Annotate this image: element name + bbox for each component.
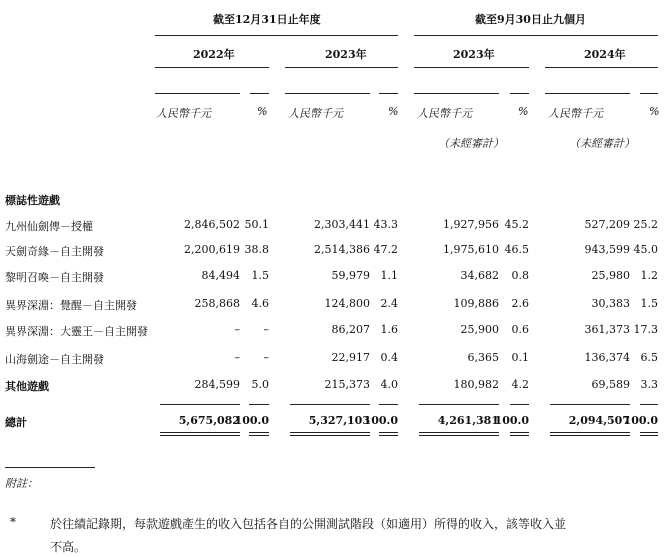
unit-rmb-2022: 人民幣千元 — [156, 107, 211, 120]
cell-rmb-2022: 2,846,502 — [184, 218, 240, 231]
row-label: 九州仙劍傳－授權 — [5, 220, 93, 233]
year-header-2022: 2022年 — [193, 48, 235, 61]
row-label: 異界深淵：大靈王－自主開發 — [5, 325, 148, 338]
cell-rmb-2023-nine-months: 1,927,956 — [443, 218, 499, 231]
section-title: 標誌性遊戲 — [5, 194, 60, 207]
cell-rmb-2022: 84,494 — [201, 269, 240, 282]
period-annual-rule — [155, 35, 398, 36]
year-header-2023-annual: 2023年 — [325, 48, 367, 61]
cell-rmb-2023-annual: 59,979 — [331, 269, 370, 282]
unit-pct-2022: % — [257, 105, 268, 118]
unit-rule-rmb-2023-annual — [285, 93, 370, 94]
cell-rmb-2024: 943,599 — [584, 243, 630, 256]
cell-rmb-2023-annual: 215,373 — [324, 378, 370, 391]
cell-pct-2022: 4.6 — [251, 297, 269, 310]
total-double-rule-a-8 — [640, 432, 658, 433]
total-cell-rmb-2023-nine-months: 4,261,381 — [437, 414, 499, 427]
cell-pct-2024: 1.5 — [640, 297, 658, 310]
cell-pct-2022: – — [263, 323, 269, 336]
cell-pct-2023-nine-months: 4.2 — [511, 378, 529, 391]
year-rule-2022 — [155, 67, 269, 68]
cell-rmb-2022: 258,868 — [194, 297, 240, 310]
total-double-rule-a-6 — [510, 432, 529, 433]
cell-rmb-2022: – — [234, 323, 240, 336]
cell-rmb-2024: 361,373 — [584, 323, 630, 336]
cell-pct-2023-annual: 2.4 — [380, 297, 398, 310]
total-double-rule-b-7 — [550, 435, 630, 436]
unit-pct-2023-annual: % — [388, 105, 399, 118]
cell-pct-2023-nine-months: 46.5 — [504, 243, 529, 256]
cell-rmb-2023-nine-months: 6,365 — [467, 351, 499, 364]
unit-rmb-2024: 人民幣千元 — [548, 107, 603, 120]
total-double-rule-a-2 — [249, 432, 269, 433]
total-double-rule-b-6 — [510, 435, 529, 436]
total-cell-pct-2024: 100.0 — [623, 414, 658, 427]
total-top-rule-3 — [290, 404, 370, 405]
year-header-2024: 2024年 — [584, 48, 626, 61]
cell-pct-2023-nine-months: 0.8 — [511, 269, 529, 282]
cell-rmb-2024: 25,980 — [591, 269, 630, 282]
total-double-rule-a-3 — [290, 432, 370, 433]
unit-rule-pct-2023-nine-months — [510, 93, 529, 94]
row-label: 天劍奇緣－自主開發 — [5, 245, 104, 258]
row-label: 異界深淵：覺醒－自主開發 — [5, 299, 137, 312]
cell-pct-2022: – — [263, 351, 269, 364]
total-cell-pct-2023-nine-months: 100.0 — [494, 414, 529, 427]
total-cell-rmb-2023-annual: 5,327,103 — [308, 414, 370, 427]
cell-pct-2023-annual: 43.3 — [373, 218, 398, 231]
unit-unaudited-2024: （未經審計） — [569, 137, 635, 150]
cell-rmb-2022: 2,200,619 — [184, 243, 240, 256]
cell-pct-2022: 1.5 — [251, 269, 269, 282]
cell-pct-2024: 25.2 — [633, 218, 658, 231]
cell-rmb-2024: 69,589 — [591, 378, 630, 391]
year-rule-2023-annual — [285, 67, 398, 68]
cell-pct-2023-annual: 4.0 — [380, 378, 398, 391]
total-double-rule-b-5 — [419, 435, 499, 436]
total-top-rule-8 — [640, 404, 658, 405]
unit-rule-pct-2023-annual — [379, 93, 398, 94]
cell-rmb-2023-nine-months: 180,982 — [453, 378, 499, 391]
unit-rule-rmb-2022 — [155, 93, 240, 94]
cell-pct-2023-nine-months: 0.6 — [511, 323, 529, 336]
cell-pct-2023-nine-months: 2.6 — [511, 297, 529, 310]
cell-rmb-2023-nine-months: 109,886 — [453, 297, 499, 310]
cell-pct-2024: 45.0 — [633, 243, 658, 256]
cell-pct-2023-annual: 1.1 — [380, 269, 398, 282]
cell-pct-2022: 5.0 — [251, 378, 269, 391]
note-marker: * — [10, 515, 16, 529]
year-header-2023-nine-months: 2023年 — [453, 48, 495, 61]
unit-rmb-2023-annual: 人民幣千元 — [288, 107, 343, 120]
cell-rmb-2023-nine-months: 34,682 — [460, 269, 499, 282]
cell-pct-2023-nine-months: 45.2 — [504, 218, 529, 231]
cell-rmb-2024: 527,209 — [584, 218, 630, 231]
total-top-rule-4 — [379, 404, 398, 405]
unit-rule-pct-2024 — [640, 93, 658, 94]
unit-rule-rmb-2024 — [545, 93, 630, 94]
cell-rmb-2023-annual: 2,303,441 — [314, 218, 370, 231]
total-cell-rmb-2024: 2,094,507 — [568, 414, 630, 427]
total-cell-rmb-2022: 5,675,082 — [178, 414, 240, 427]
note-line-1: 於往績記錄期，每款遊戲產生的收入包括各自的公開測試階段（如適用）所得的收入，該等收入並 — [50, 517, 567, 531]
unit-pct-2024: % — [649, 105, 660, 118]
total-cell-pct-2022: 100.0 — [234, 414, 269, 427]
year-rule-2024 — [545, 67, 658, 68]
cell-rmb-2022: – — [234, 351, 240, 364]
period-nine-months-rule — [414, 35, 658, 36]
period-nine-months-header: 截至9月30日止九個月 — [475, 13, 586, 26]
unit-rmb-2023-nine-months: 人民幣千元 — [417, 107, 472, 120]
total-double-rule-b-8 — [640, 435, 658, 436]
period-annual-header: 截至12月31日止年度 — [213, 13, 321, 26]
total-double-rule-a-1 — [160, 432, 240, 433]
total-double-rule-b-4 — [379, 435, 398, 436]
cell-rmb-2024: 136,374 — [584, 351, 630, 364]
cell-rmb-2023-annual: 2,514,386 — [314, 243, 370, 256]
total-top-rule-7 — [550, 404, 630, 405]
total-top-rule-5 — [419, 404, 499, 405]
cell-rmb-2022: 284,599 — [194, 378, 240, 391]
unit-rule-pct-2022 — [250, 93, 269, 94]
cell-pct-2023-annual: 1.6 — [380, 323, 398, 336]
total-cell-pct-2023-annual: 100.0 — [363, 414, 398, 427]
unit-unaudited-2023: （未經審計） — [438, 137, 504, 150]
cell-pct-2023-annual: 0.4 — [380, 351, 398, 364]
cell-pct-2024: 6.5 — [640, 351, 658, 364]
total-double-rule-a-7 — [550, 432, 630, 433]
total-double-rule-b-2 — [249, 435, 269, 436]
row-label: 黎明召喚－自主開發 — [5, 271, 104, 284]
total-double-rule-a-5 — [419, 432, 499, 433]
total-double-rule-a-4 — [379, 432, 398, 433]
cell-pct-2022: 50.1 — [244, 218, 269, 231]
notes-separator — [5, 467, 95, 468]
row-label: 其他遊戲 — [5, 380, 49, 393]
row-label: 山海劍途－自主開發 — [5, 353, 104, 366]
total-double-rule-b-3 — [290, 435, 370, 436]
total-double-rule-b-1 — [160, 435, 240, 436]
total-top-rule-1 — [160, 404, 240, 405]
cell-rmb-2023-annual: 86,207 — [331, 323, 370, 336]
cell-rmb-2023-annual: 124,800 — [324, 297, 370, 310]
notes-title: 附註： — [5, 477, 38, 490]
cell-pct-2024: 1.2 — [640, 269, 658, 282]
total-top-rule-6 — [510, 404, 529, 405]
cell-pct-2023-annual: 47.2 — [373, 243, 398, 256]
cell-rmb-2023-annual: 22,917 — [331, 351, 370, 364]
unit-rule-rmb-2023-nine-months — [414, 93, 499, 94]
total-label: 總計 — [5, 416, 27, 429]
cell-rmb-2023-nine-months: 25,900 — [460, 323, 499, 336]
cell-rmb-2024: 30,383 — [591, 297, 630, 310]
cell-pct-2022: 38.8 — [244, 243, 269, 256]
year-rule-2023-nine-months — [414, 67, 529, 68]
cell-pct-2024: 3.3 — [640, 378, 658, 391]
cell-pct-2024: 17.3 — [633, 323, 658, 336]
unit-pct-2023-nine-months: % — [518, 105, 529, 118]
note-line-2: 不高。 — [50, 540, 87, 554]
cell-pct-2023-nine-months: 0.1 — [511, 351, 529, 364]
total-top-rule-2 — [249, 404, 269, 405]
cell-rmb-2023-nine-months: 1,975,610 — [443, 243, 499, 256]
